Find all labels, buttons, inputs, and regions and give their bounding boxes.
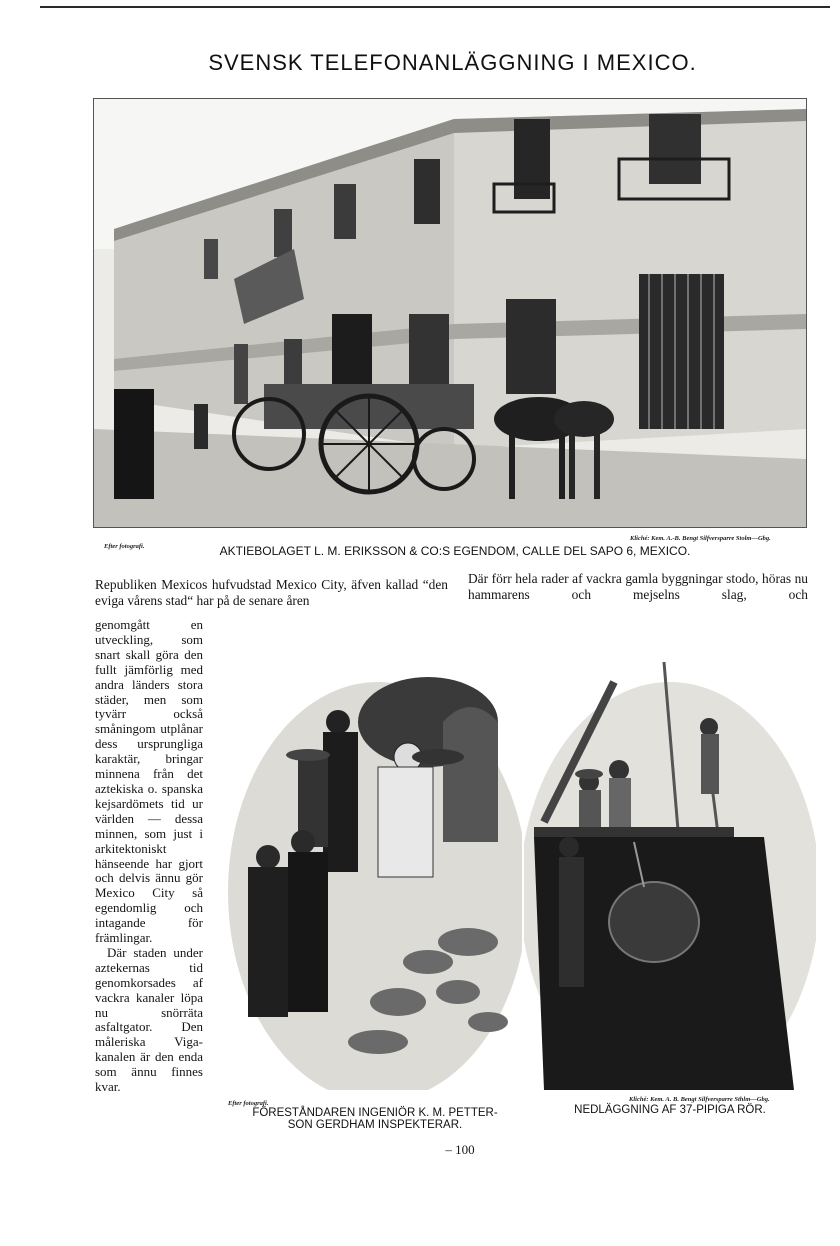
top-photo-caption: AKTIEBOLAGET L. M. ERIKSSON & CO:S EGENDOM, CALLE DEL SAPO 6, MEXICO. xyxy=(219,544,691,558)
left-photo-caption xyxy=(228,1107,522,1131)
right-photo-credit: Kliché: Kem. A. B. Bengt Silfversparre Sthlm—Gbg. xyxy=(629,1096,770,1103)
left-photo-caption-line2: SON GERDHAM INSPEKTERAR. xyxy=(287,1119,463,1131)
top-photo-credit-left: Efter fotografi. xyxy=(104,543,145,550)
street-building-photo xyxy=(93,98,807,528)
top-photo-credit-right: Kliché: Kem. A.-B. Bengt Silfversparre Stolm—Gbg. xyxy=(630,535,771,542)
article-col2-text: Där förr hela rader af vackra gamla byggningar stodo, höras nu hammarens och mejselns slag, och xyxy=(468,571,808,602)
street-building-illustration xyxy=(94,99,806,527)
left-photo-caption-line1: FÖRESTÅNDAREN INGENIÖR K. M. PETTER- xyxy=(252,1107,498,1119)
engineer-inspecting-illustration xyxy=(228,662,522,1090)
engineer-inspecting-photo xyxy=(228,662,522,1090)
article-col1-paragraph2: Där staden under aztekernas tid genomkorsades af vackra kanaler löpa nu snörräta asfaltgator. Den måleriska Viga-kanalen är den enda som ännu finnes kvar. xyxy=(95,944,203,1095)
page-number-value: 100 xyxy=(455,1142,475,1157)
right-photo-caption: NEDLÄGGNING AF 37-PIPIGA RÖR. xyxy=(574,1104,766,1116)
pipe-laying-photo xyxy=(524,662,816,1090)
page-number-dash: – xyxy=(445,1142,456,1157)
page-title: SVENSK TELEFONANLÄGGNING I MEXICO. xyxy=(208,50,697,75)
page-number xyxy=(430,1142,490,1158)
article-narrow-column xyxy=(95,618,203,1095)
top-rule xyxy=(40,6,830,8)
left-photo-credit: Efter fotografi. xyxy=(228,1100,269,1107)
pipe-laying-illustration xyxy=(524,662,816,1090)
article-col1-intro: Republiken Mexicos hufvudstad Mexico City, äfven kallad “den eviga vårens stad“ har på de senare åren xyxy=(95,577,448,608)
article-col1-continued: genomgått en utveckling, som snart skall göra den fullt jämförlig med andra länders stora städer, men som tyvärr också småningom utplånar dess ursprungliga karaktär, bringar minnena från det aztekiska o. spanska kejsardömets tid ur världen — dessa minnen, som just i arkitektoniskt hänseende har gjort och delvis ännu gör Mexico City så egendomlig och intagande för främlingar. xyxy=(95,617,203,946)
